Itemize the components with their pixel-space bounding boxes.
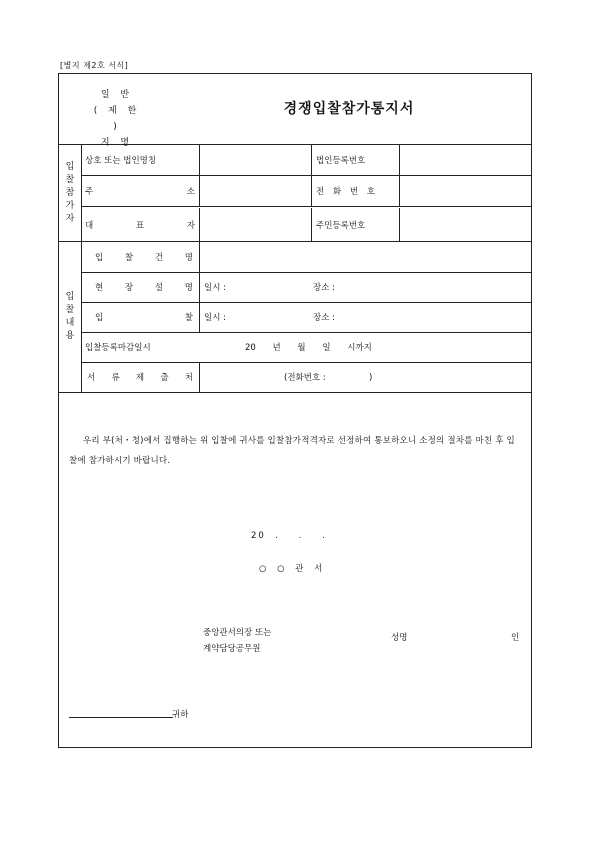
title-row bbox=[59, 74, 531, 148]
submission-field[interactable]: (전화번호 : ) bbox=[199, 362, 531, 392]
row-site-briefing bbox=[81, 272, 531, 303]
notice-body: 우리 부(처・청)에서 집행하는 위 입찰에 귀사를 입찰참가적격자로 선정하여 통보하오니 소정의 절차를 마친 후 입찰에 참가하시기 바랍니다. bbox=[69, 436, 515, 466]
bid-datetime-field[interactable]: 일시 : bbox=[199, 302, 309, 332]
deadline-field[interactable]: 20 년 월 일 시까지 bbox=[245, 343, 372, 353]
row-bid-case bbox=[81, 242, 531, 273]
bid-content-section-label: 입찰내용 bbox=[59, 242, 82, 392]
document-title: 경쟁입찰참가통지서 bbox=[283, 101, 415, 117]
notice-form bbox=[58, 73, 532, 748]
row-deadline bbox=[81, 332, 531, 363]
address-label: 주 소 bbox=[85, 187, 195, 197]
seal-mark: 인 bbox=[511, 633, 520, 643]
corp-reg-field[interactable] bbox=[399, 145, 531, 175]
representative-field[interactable] bbox=[199, 208, 311, 241]
row-address bbox=[81, 176, 531, 207]
kind-general: 일 반 bbox=[100, 90, 134, 100]
briefing-place-field[interactable]: 장소 : bbox=[313, 283, 335, 293]
deadline-label: 입찰등록마감일시 bbox=[85, 343, 151, 353]
company-label: 상호 또는 법인명칭 bbox=[85, 156, 157, 166]
representative-label: 대 표 자 bbox=[85, 220, 195, 231]
sign-name-label: 성명 bbox=[391, 633, 408, 643]
row-company bbox=[81, 145, 531, 176]
bid-content-section bbox=[59, 242, 531, 393]
row-submission bbox=[81, 362, 531, 392]
issuing-office: ○ ○ 관 서 bbox=[259, 564, 327, 574]
addressee-label: 귀하 bbox=[172, 710, 189, 720]
kind-restricted: ( 제 한 ) bbox=[93, 106, 141, 132]
resident-reg-field[interactable] bbox=[399, 208, 531, 241]
addressee-line[interactable] bbox=[69, 717, 173, 718]
bidder-section-label: 입찰참가자 bbox=[59, 145, 82, 241]
bid-kind-options bbox=[87, 87, 147, 151]
briefing-datetime-field[interactable]: 일시 : bbox=[199, 272, 309, 302]
bid-case-label: 입 찰 건 명 bbox=[95, 253, 193, 263]
bid-place-field[interactable]: 장소 : bbox=[313, 313, 335, 323]
phone-field[interactable] bbox=[399, 176, 531, 206]
signer-line-1: 중앙관서의장 또는 bbox=[203, 628, 272, 638]
phone-label: 전 화 번 호 bbox=[311, 176, 399, 206]
signer-line-2: 계약담당공무원 bbox=[203, 644, 261, 654]
company-field[interactable] bbox=[199, 145, 311, 175]
row-representative bbox=[81, 208, 531, 241]
form-number: [별지 제2호 서식] bbox=[60, 61, 129, 70]
bid-label: 입 찰 bbox=[95, 313, 193, 323]
bid-case-field[interactable] bbox=[199, 242, 531, 272]
signer-title bbox=[203, 625, 271, 657]
resident-reg-label: 주민등록번호 bbox=[311, 208, 399, 241]
submission-label: 서 류 제 출 처 bbox=[87, 373, 193, 383]
address-field[interactable] bbox=[199, 176, 311, 206]
bidder-section bbox=[59, 145, 531, 242]
row-bid bbox=[81, 302, 531, 333]
kind-designated: 지 명 bbox=[100, 138, 134, 148]
site-briefing-label: 현 장 설 명 bbox=[95, 283, 193, 293]
notice-date: 20 . . . bbox=[251, 531, 327, 541]
corp-reg-label: 법인등록번호 bbox=[311, 145, 399, 175]
